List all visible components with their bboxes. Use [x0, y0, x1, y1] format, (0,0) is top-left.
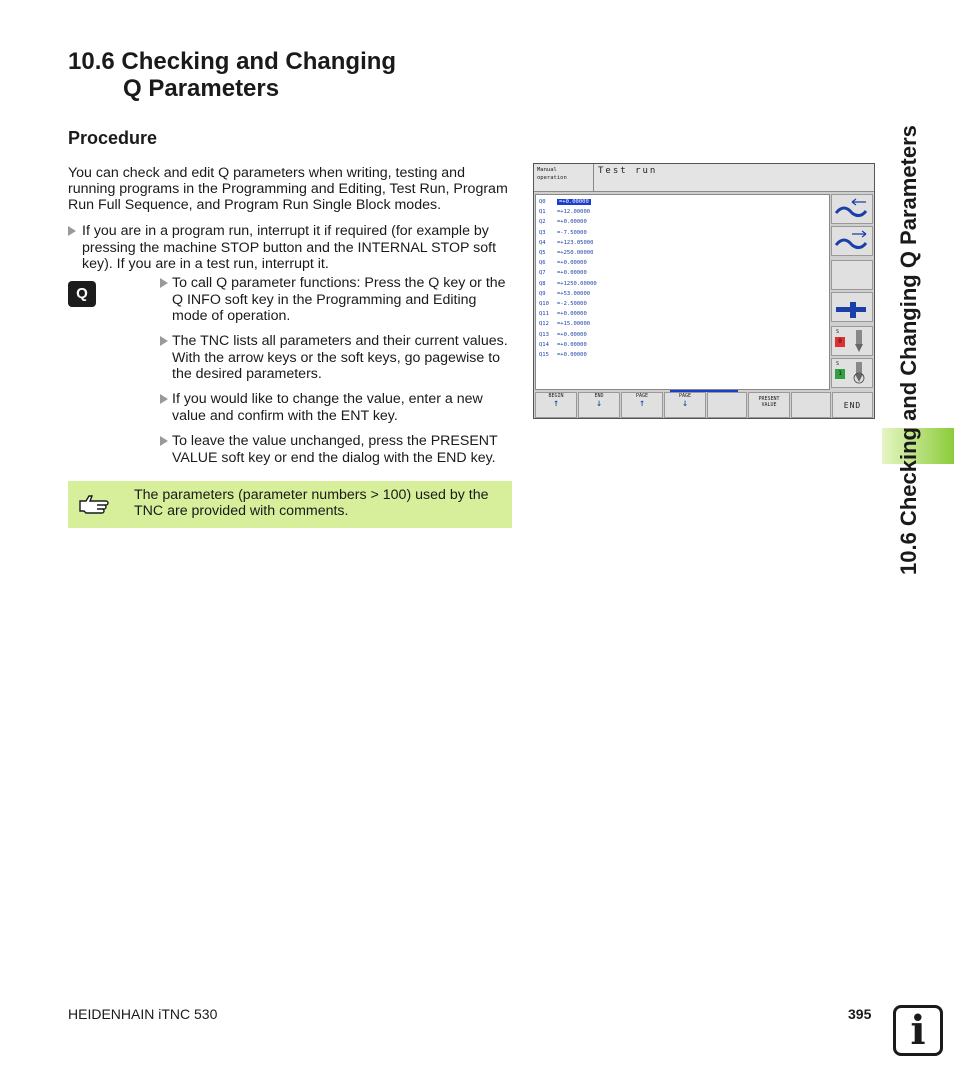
q-parameter-value: =+0.00000 [557, 352, 587, 358]
step-5: To leave the value unchanged, press the PRESENT VALUE soft key or end the dialog with the END key. [172, 433, 498, 466]
machine-mode-line1: Manual [537, 167, 557, 173]
vertical-softkey-1[interactable] [831, 194, 873, 224]
note-text: The parameters (parameter numbers > 100) used by the TNC are provided with comments. [134, 487, 489, 519]
q-parameter-name: Q15 [539, 352, 549, 358]
vertical-softkey-2[interactable] [831, 226, 873, 256]
q-parameter-row[interactable] [539, 209, 590, 215]
softkey-begin-label: BEGIN [548, 393, 564, 399]
softkey-page-up[interactable] [621, 392, 663, 418]
vertical-softkey-5[interactable] [831, 326, 873, 356]
q-parameter-row[interactable] [539, 260, 587, 266]
q-parameter-value: =+250.00000 [557, 250, 594, 256]
softkey-empty[interactable] [791, 392, 831, 418]
step-2: To call Q parameter functions: Press the Q key or the Q INFO soft key in the Programming and Editing mode of operation. [172, 275, 506, 324]
step-4: If you would like to change the value, enter a new value and confirm with the ENT key. [172, 391, 483, 424]
pointing-hand-icon [78, 492, 110, 516]
q-parameter-row[interactable] [539, 301, 587, 307]
footer-product: HEIDENHAIN iTNC 530 [68, 1006, 218, 1022]
q-parameter-name: Q8 [539, 280, 546, 287]
program-mode: Test run [594, 164, 874, 192]
subheading: Procedure [68, 128, 158, 148]
q-parameter-name: Q12 [539, 321, 549, 328]
q-parameter-row[interactable] [539, 291, 590, 297]
q-parameter-name: Q2 [539, 219, 546, 226]
q-parameter-list[interactable] [535, 194, 830, 390]
q-parameter-name: Q1 [539, 209, 546, 216]
q-parameter-name: Q3 [539, 229, 546, 236]
softkey-end-dialog[interactable]: END [832, 392, 873, 418]
q-parameter-value: =+0.00000 [559, 199, 589, 205]
softkey-value-label: VALUE [761, 402, 777, 408]
spindle-label: S [836, 329, 840, 335]
page-number: 395 [848, 1006, 872, 1022]
q-parameter-name: Q10 [539, 301, 549, 307]
step-bullet-icon [160, 278, 168, 288]
spindle-label: S [836, 361, 840, 367]
vertical-softkey-4[interactable] [831, 292, 873, 322]
q-parameter-row[interactable] [539, 250, 593, 256]
q-parameter-value: =-7.50000 [557, 229, 587, 236]
on-indicator: 1 [835, 369, 845, 379]
q-parameter-row[interactable] [539, 219, 587, 225]
q-parameter-name: Q13 [539, 331, 549, 338]
arrow-down-icon: ↓ [595, 398, 603, 409]
side-chapter-title: 10.6 Checking and Changing Q Parameters [896, 125, 921, 575]
q-parameter-name: Q7 [539, 270, 546, 277]
q-parameter-row[interactable] [539, 270, 587, 276]
arrow-up-icon: ↑ [552, 398, 560, 409]
q-parameter-value: =+0.00000 [557, 260, 587, 267]
step-1: If you are in a program run, interrupt it if required (for example by pressing the machine STOP button and the INTERNAL STOP soft key). If you are in a test run, interrupt it. [82, 223, 497, 272]
q-parameter-row[interactable] [539, 321, 590, 327]
vertical-softkey-6[interactable] [831, 358, 873, 388]
q-parameter-value: =-2.50000 [557, 301, 587, 307]
softkey-begin[interactable] [535, 392, 577, 418]
step-bullet-icon [68, 226, 76, 236]
q-parameter-row[interactable] [539, 230, 587, 236]
q-parameter-row[interactable] [539, 342, 587, 348]
softkey-page-down[interactable] [664, 392, 706, 418]
softkey-page-down-label: PAGE [678, 393, 692, 399]
q-parameter-row[interactable] [539, 311, 587, 317]
softkey-end[interactable] [578, 392, 620, 418]
section-title-line1: 10.6 Checking and Changing [68, 48, 397, 75]
q-parameter-row[interactable] [539, 281, 597, 287]
q-parameter-name: Q6 [539, 260, 546, 267]
q-parameter-row[interactable] [539, 199, 591, 205]
shift-right-icon [832, 227, 872, 255]
tap-icon [832, 293, 872, 321]
q-parameter-name: Q0 [539, 199, 546, 205]
section-title [68, 48, 396, 102]
step-bullet-icon [160, 394, 168, 404]
q-parameter-value: =+0.00000 [557, 341, 587, 348]
q-parameter-name: Q5 [539, 250, 546, 256]
q-parameter-value: =+1250.00000 [557, 280, 597, 287]
softkey-empty[interactable] [707, 392, 747, 418]
step-3: The TNC lists all parameters and their current values. With the arrow keys or the soft keys, go pagewise to the desired parameters. [172, 333, 508, 382]
q-parameter-name: Q4 [539, 239, 546, 246]
q-parameter-value: =+12.00000 [557, 209, 591, 216]
softkey-end-label: END [594, 393, 604, 399]
note-box [68, 481, 512, 528]
q-parameter-row[interactable] [539, 352, 587, 358]
machine-mode [534, 164, 594, 192]
info-icon: i [893, 1005, 943, 1056]
spindle-icon [852, 329, 866, 353]
q-parameter-row[interactable] [539, 240, 593, 246]
q-parameter-row[interactable] [539, 332, 587, 338]
q-parameter-value: =+0.00000 [557, 270, 587, 277]
softkey-present-label: PRESENT [758, 396, 780, 402]
q-parameter-value: =+0.00000 [557, 331, 587, 338]
tnc-screen [533, 163, 875, 419]
q-parameter-value: =+15.00000 [557, 321, 591, 328]
shift-left-icon [832, 195, 872, 223]
arrow-down-icon: ↓ [681, 398, 689, 409]
q-parameter-name: Q14 [539, 341, 549, 348]
q-parameter-value: =+0.00000 [557, 219, 587, 226]
softkey-present-value[interactable] [748, 392, 790, 418]
q-key-icon: Q [68, 281, 96, 307]
softkey-page-up-label: PAGE [635, 393, 649, 399]
vertical-softkey-3[interactable] [831, 260, 873, 290]
step-bullet-icon [160, 336, 168, 346]
machine-mode-line2: operation [537, 175, 567, 181]
q-parameter-name: Q11 [539, 311, 549, 318]
intro-paragraph: You can check and edit Q parameters when writing, testing and running programs in the Programming and Editing, Test Run, Program Run Full Sequence, and Program Run Single Block modes. [68, 165, 508, 213]
q-parameter-value: =+53.00000 [557, 290, 591, 297]
q-parameter-name: Q9 [539, 290, 546, 297]
q-parameter-value: =+123.05000 [557, 239, 594, 246]
spindle-rotate-icon [852, 361, 866, 385]
section-title-line2: Q Parameters [123, 75, 280, 102]
arrow-up-icon: ↑ [638, 398, 646, 409]
q-parameter-value: =+0.00000 [557, 311, 587, 318]
off-indicator: 0 [835, 337, 845, 347]
step-bullet-icon [160, 436, 168, 446]
